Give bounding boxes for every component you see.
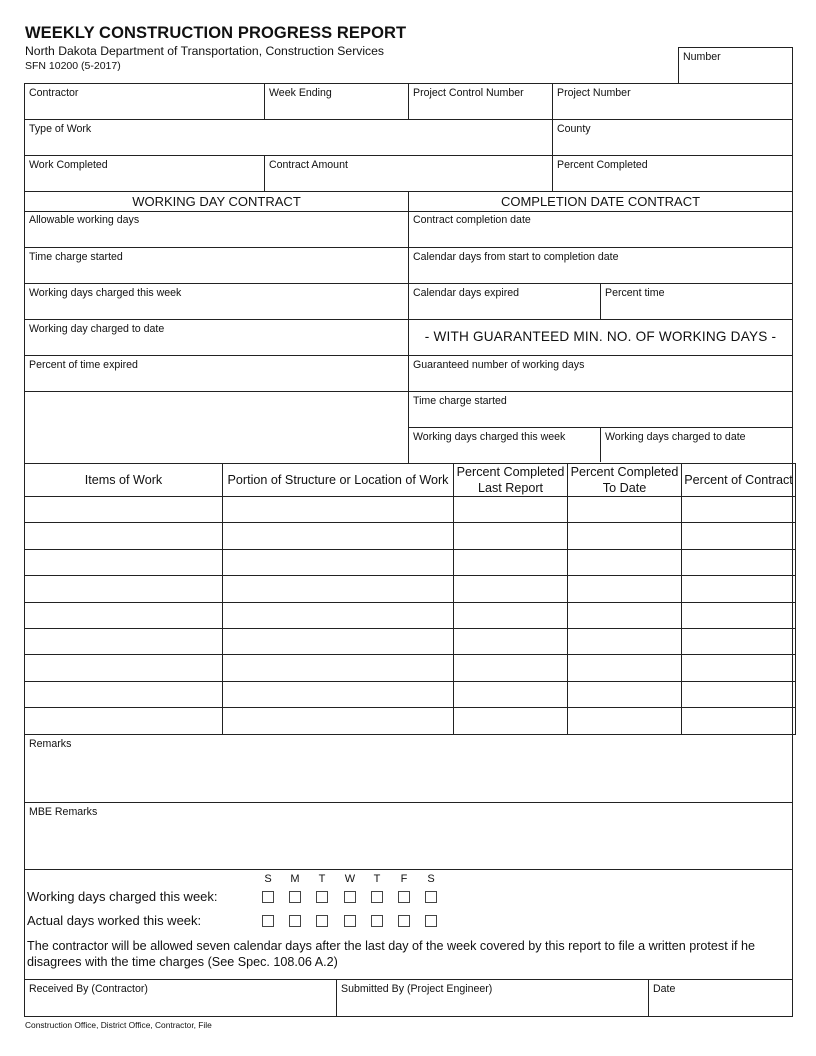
table-row [25, 523, 796, 549]
contract-amount-field[interactable] [265, 156, 553, 191]
worked-day-checkbox[interactable] [289, 915, 301, 927]
last-report-cell[interactable] [454, 602, 568, 628]
completion-date-contract [409, 192, 792, 463]
project-info-row [25, 84, 792, 120]
item-cell[interactable] [25, 628, 223, 654]
col-todate-line1: Percent Completed [570, 465, 679, 479]
weekday-letter: F [400, 872, 408, 885]
last-report-cell[interactable] [454, 576, 568, 602]
contract-cell[interactable] [682, 708, 796, 734]
items-header-row [25, 464, 796, 497]
contract-amount-label: Contract Amount [269, 159, 348, 171]
cd-days-charged-week-field[interactable] [409, 428, 601, 462]
contract-cell[interactable] [682, 576, 796, 602]
last-report-cell[interactable] [454, 655, 568, 681]
percent-time-expired-field[interactable] [25, 356, 408, 392]
type-of-work-label: Type of Work [29, 123, 92, 135]
date-field[interactable] [649, 980, 792, 1016]
worked-day-checkbox[interactable] [371, 915, 383, 927]
cd-time-charge-label: Time charge started [413, 395, 507, 407]
contract-cell[interactable] [682, 628, 796, 654]
weekday-letter: T [318, 872, 326, 885]
col-percent-last-report [454, 464, 568, 497]
cd-time-charge-field[interactable] [409, 392, 792, 428]
table-row [25, 549, 796, 575]
charged-day-checkbox[interactable] [262, 891, 274, 903]
contract-cell[interactable] [682, 655, 796, 681]
charged-day-checkbox[interactable] [289, 891, 301, 903]
contract-completion-date-label: Contract completion date [413, 214, 531, 226]
report-title: WEEKLY CONSTRUCTION PROGRESS REPORT [25, 24, 407, 42]
item-cell[interactable] [25, 549, 223, 575]
cd-days-charged-week-label: Working days charged this week [413, 431, 566, 443]
percent-time-expired-label: Percent of time expired [29, 359, 138, 371]
allowable-days-label: Allowable working days [29, 214, 140, 226]
portion-cell[interactable] [223, 576, 454, 602]
item-cell[interactable] [25, 497, 223, 523]
portion-cell[interactable] [223, 602, 454, 628]
wd-days-charged-date-field[interactable] [25, 320, 408, 356]
contract-cell[interactable] [682, 497, 796, 523]
to-date-cell[interactable] [568, 655, 682, 681]
table-row [25, 708, 796, 734]
completion-date-heading: COMPLETION DATE CONTRACT [500, 194, 701, 209]
portion-cell[interactable] [223, 708, 454, 734]
col-last-line2: Last Report [477, 481, 544, 495]
contract-completion-date-field[interactable] [409, 212, 792, 248]
table-row [25, 628, 796, 654]
to-date-cell[interactable] [568, 549, 682, 575]
actual-days-label: Actual days worked this week: [27, 912, 202, 928]
distribution-footer: Construction Office, District Office, Contractor, File [25, 1020, 212, 1030]
calendar-days-start-label: Calendar days from start to completion date [413, 251, 619, 263]
portion-cell[interactable] [223, 655, 454, 681]
weekday-letter: W [344, 872, 356, 885]
project-number-label: Project Number [557, 87, 631, 99]
number-label: Number [683, 51, 721, 63]
percent-completed-field[interactable] [553, 156, 792, 191]
contract-cell[interactable] [682, 602, 796, 628]
worked-day-checkbox[interactable] [316, 915, 328, 927]
mbe-remarks-field[interactable] [25, 803, 792, 870]
worked-day-checkbox[interactable] [344, 915, 356, 927]
to-date-cell[interactable] [568, 602, 682, 628]
percent-time-field[interactable] [601, 284, 792, 319]
to-date-cell[interactable] [568, 708, 682, 734]
work-completed-label: Work Completed [29, 159, 108, 171]
working-day-heading: WORKING DAY CONTRACT [132, 194, 301, 209]
project-number-field[interactable] [553, 84, 792, 119]
item-cell[interactable] [25, 655, 223, 681]
portion-cell[interactable] [223, 523, 454, 549]
calendar-days-expired-field[interactable] [409, 284, 601, 319]
remarks-label: Remarks [29, 737, 72, 750]
county-label: County [557, 123, 591, 135]
col-percent-of-contract: Percent of Contract [682, 464, 796, 497]
weekday-letter: S [427, 872, 435, 885]
project-control-number-field[interactable] [409, 84, 553, 119]
form-number: SFN 10200 (5-2017) [25, 60, 121, 72]
to-date-cell[interactable] [568, 628, 682, 654]
worked-day-checkbox[interactable] [398, 915, 410, 927]
received-by-field[interactable] [25, 980, 337, 1016]
contract-cell[interactable] [682, 523, 796, 549]
table-row [25, 655, 796, 681]
last-report-cell[interactable] [454, 549, 568, 575]
items-of-work-table [24, 463, 796, 735]
table-row [25, 602, 796, 628]
charged-day-checkbox[interactable] [425, 891, 437, 903]
county-field[interactable] [553, 120, 792, 155]
days-section [25, 870, 792, 980]
to-date-cell[interactable] [568, 523, 682, 549]
wd-days-charged-week-field[interactable] [25, 284, 408, 320]
wd-time-charge-field[interactable] [25, 248, 408, 284]
col-last-line1: Percent Completed [456, 465, 565, 479]
cd-days-charged-date-label: Working days charged to date [605, 431, 746, 443]
allowable-days-field[interactable] [25, 212, 408, 248]
contract-cell[interactable] [682, 549, 796, 575]
percent-time-label: Percent time [605, 287, 665, 299]
work-amount-row [25, 156, 792, 192]
portion-cell[interactable] [223, 549, 454, 575]
wd-days-charged-date-label: Working day charged to date [29, 323, 165, 335]
charged-day-checkbox[interactable] [398, 891, 410, 903]
working-day-contract [25, 192, 409, 463]
guaranteed-heading: - WITH GUARANTEED MIN. NO. OF WORKING DAYS - [424, 329, 777, 344]
received-by-label: Received By (Contractor) [29, 982, 148, 995]
item-cell[interactable] [25, 708, 223, 734]
wd-days-charged-week-label: Working days charged this week [29, 287, 182, 299]
item-cell[interactable] [25, 576, 223, 602]
to-date-cell[interactable] [568, 576, 682, 602]
guaranteed-days-label: Guaranteed number of working days [413, 359, 585, 371]
col-todate-line2: To Date [602, 481, 647, 495]
project-control-number-label: Project Control Number [413, 87, 524, 99]
last-report-cell[interactable] [454, 628, 568, 654]
mbe-remarks-label: MBE Remarks [29, 805, 98, 818]
table-row [25, 576, 796, 602]
guaranteed-days-field[interactable] [409, 356, 792, 392]
worked-day-checkbox[interactable] [262, 915, 274, 927]
last-report-cell[interactable] [454, 681, 568, 707]
remarks-field[interactable] [25, 735, 792, 803]
protest-notice: The contractor will be allowed seven calendar days after the last day of the week covered by this report to file a written protest if he disagrees with the time charges (See Spec. 108.06 A.2) [27, 938, 756, 969]
portion-cell[interactable] [223, 497, 454, 523]
charged-day-checkbox[interactable] [371, 891, 383, 903]
signature-row [25, 980, 792, 1017]
date-label: Date [653, 982, 676, 995]
weekday-letter: S [264, 872, 272, 885]
to-date-cell[interactable] [568, 681, 682, 707]
wd-blank-area [25, 392, 408, 462]
last-report-cell[interactable] [454, 497, 568, 523]
type-of-work-field[interactable] [25, 120, 553, 155]
charged-day-checkbox[interactable] [344, 891, 356, 903]
charged-day-checkbox[interactable] [316, 891, 328, 903]
contractor-label: Contractor [29, 87, 79, 99]
portion-cell[interactable] [223, 681, 454, 707]
col-portion-location: Portion of Structure or Location of Work [223, 464, 454, 497]
item-cell[interactable] [25, 523, 223, 549]
table-row [25, 497, 796, 523]
week-ending-field[interactable] [265, 84, 409, 119]
item-cell[interactable] [25, 602, 223, 628]
submitted-by-field[interactable] [337, 980, 649, 1016]
charged-days-label: Working days charged this week: [27, 888, 218, 904]
portion-cell[interactable] [223, 628, 454, 654]
type-county-row [25, 120, 792, 156]
work-completed-field[interactable] [25, 156, 265, 191]
calendar-days-start-field[interactable] [409, 248, 792, 284]
wd-time-charge-label: Time charge started [29, 251, 123, 263]
col-items-of-work: Items of Work [25, 464, 223, 497]
col-percent-to-date [568, 464, 682, 497]
cd-days-charged-date-field[interactable] [601, 428, 792, 462]
calendar-days-expired-label: Calendar days expired [413, 287, 519, 299]
submitted-by-label: Submitted By (Project Engineer) [341, 982, 493, 995]
last-report-cell[interactable] [454, 708, 568, 734]
table-row [25, 681, 796, 707]
percent-completed-label: Percent Completed [557, 159, 648, 171]
number-field[interactable] [678, 47, 793, 84]
weekday-letter: T [373, 872, 381, 885]
week-ending-label: Week Ending [269, 87, 332, 99]
worked-day-checkbox[interactable] [425, 915, 437, 927]
weekday-letter: M [290, 872, 300, 885]
contract-section [25, 192, 792, 464]
contract-cell[interactable] [682, 681, 796, 707]
department-subtitle: North Dakota Department of Transportation, Construction Services [25, 44, 385, 58]
contractor-field[interactable] [25, 84, 265, 119]
to-date-cell[interactable] [568, 497, 682, 523]
last-report-cell[interactable] [454, 523, 568, 549]
report-form [24, 83, 793, 1017]
item-cell[interactable] [25, 681, 223, 707]
